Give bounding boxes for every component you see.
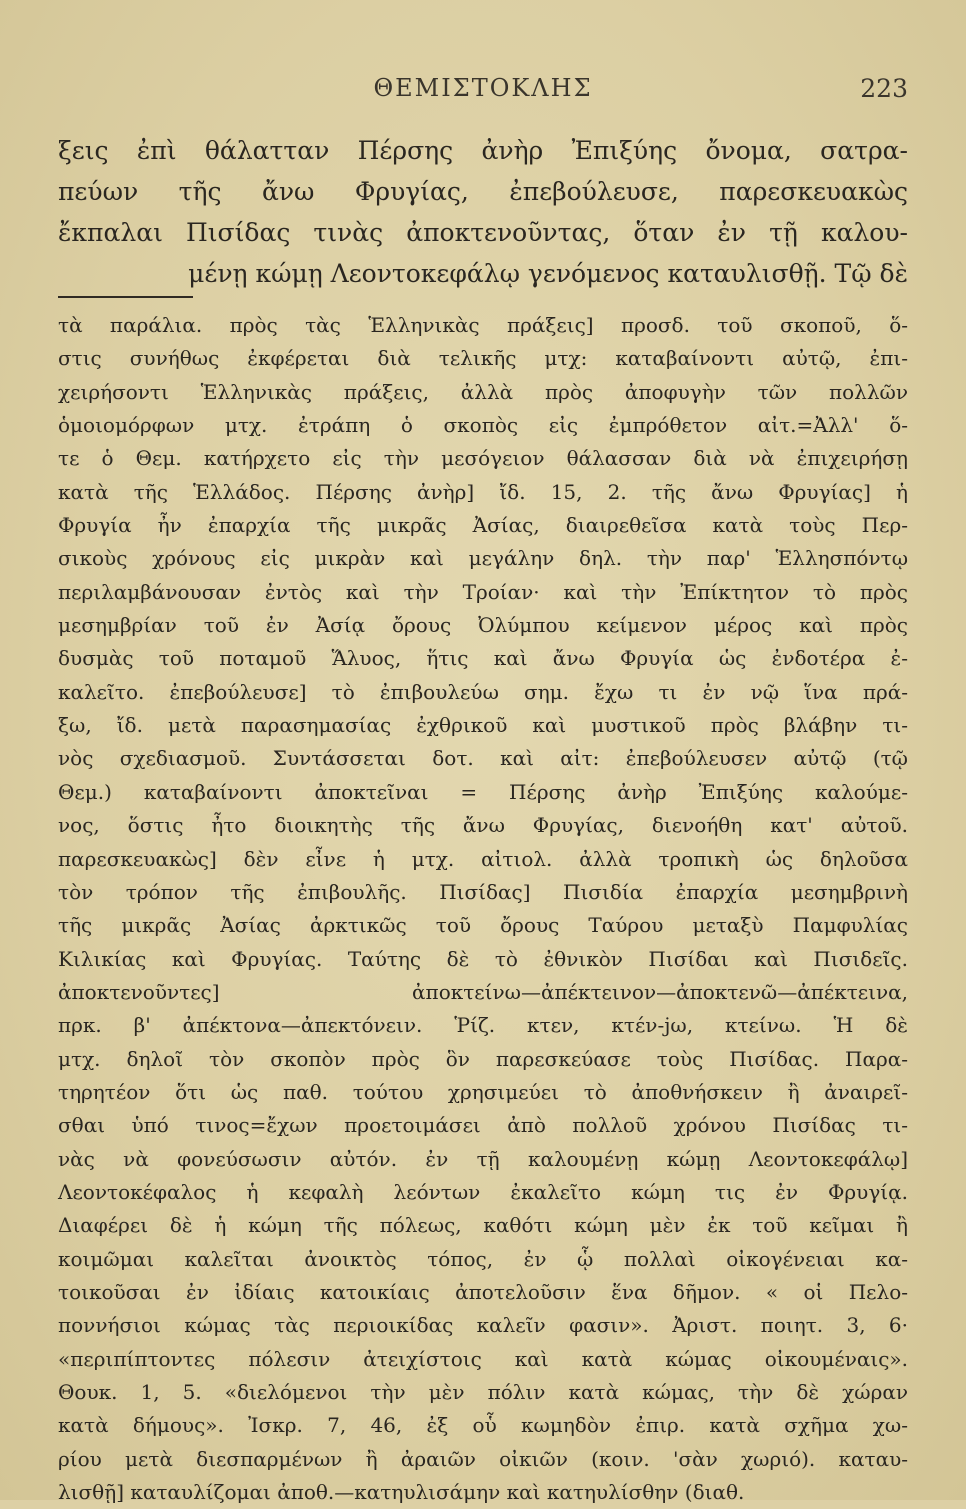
note-line: Θουκ. 1, 5. «διελόμενοι τὴν μὲν πόλιν κατὰ κώμας, τὴν δὲ χώραν [58,1380,908,1404]
note-line: δυσμὰς τοῦ ποταμοῦ Ἅλυος, ἥτις καὶ ἄνω Φρυγία ὡς ἐνδοτέρα ἐ- [58,646,908,671]
note-line: Φρυγία ἦν ἐπαρχία τῆς μικρᾶς Ἀσίας, διαιρεθεῖσα κατὰ τοὺς Περ- [58,513,908,538]
note-line: πρκ. β' ἀπέκτονα—ἀπεκτόνειν. Ῥίζ. κτεν, κτέν-jω, κτείνω. Ἡ δὲ [58,1013,908,1038]
page-number: 223 [860,74,908,103]
note-line: Διαφέρει δὲ ἡ κώμη τῆς πόλεως, καθότι κώμη μὲν ἐκ τοῦ κεῖμαι ἢ [58,1213,908,1238]
note-line: χειρήσοντι Ἑλληνικὰς πράξεις, ἀλλὰ πρὸς ἀποφυγὴν τῶν πολλῶν [58,379,908,404]
note-line: «περιπίπτοντες πόλεσιν ἀτειχίστοις καὶ κατὰ κώμας οἰκουμέναις». [58,1346,908,1371]
note-line: λισθῇ] καταυλίζομαι ἀποθ.—κατηυλισάμην καὶ κατηυλίσθην (διαθ. [58,1480,745,1505]
note-line: τὸν τρόπον τῆς ἐπιβουλῆς. Πισίδας] Πισιδία ἐπαρχία μεσημβρινὴ [58,879,908,904]
note-line: σθαι ὑπό τινος=ἔχων προετοιμάσει ἀπὸ πολλοῦ χρόνου Πισίδας τι- [58,1113,908,1138]
note-line: Θεμ.) καταβαίνοντι ἀποκτεῖναι = Πέρσης ἀνὴρ Ἐπιξύης καλούμε- [58,779,908,804]
note-line: νος, ὅστις ἦτο διοικητὴς τῆς ἄνω Φρυγίας, διενοήθη κατ' αὐτοῦ. [58,813,908,838]
running-title: ΘΕΜΙΣΤΟΚΛΗΣ [373,74,593,102]
note-line: στις συνήθως ἐκφέρεται διὰ τελικῆς μτχ: καταβαίνοντι αὐτῷ, ἐπι- [58,346,908,371]
main-text-line: ξεις ἐπὶ θάλατταν Πέρσης ἀνὴρ Ἐπιξύης ὄνομα, σατρα- [58,136,908,165]
note-line: τηρητέον ὅτι ὡς παθ. τούτου χρησιμεύει τὸ ἀποθνήσκειν ἢ ἀναιρεῖ- [58,1079,908,1104]
note-line: περιλαμβάνουσαν ἐντὸς καὶ τὴν Τροίαν· καὶ τὴν Ἐπίκτητον τὸ πρὸς [58,579,908,604]
note-line: τῆς μικρᾶς Ἀσίας ἀρκτικῶς τοῦ ὄρους Ταύρου μεταξὺ Παμφυλίας [58,913,908,938]
note-line: κατὰ δήμους». Ἰσκρ. 7, 46, ἐξ οὗ κωμηδὸν ἐπιρ. κατὰ σχῆμα χω- [58,1413,908,1438]
note-line: μτχ. δηλοῖ τὸν σκοπὸν πρὸς ὃν παρεσκεύασε τοὺς Πισίδας. Παρα- [58,1046,908,1071]
main-text-line: μένῃ κώμῃ Λεοντοκεφάλῳ γενόμενος καταυλισθῇ. Τῷ δὲ [188,259,908,288]
footnote-separator-rule [58,296,193,298]
main-text-line: πεύων τῆς ἄνω Φρυγίας, ἐπεβούλευσε, παρεσκευακὼς [58,177,908,206]
note-line: ξω, ἴδ. μετὰ παρασημασίας ἐχθρικοῦ καὶ μυστικοῦ πρὸς βλάβην τι- [58,713,908,738]
main-text-line: ἔκπαλαι Πισίδας τινὰς ἀποκτενοῦντας, ὅταν ἐν τῇ καλου- [58,218,908,247]
note-line: νὸς σχεδιασμοῦ. Συντάσσεται δοτ. καὶ αἰτ: ἐπεβούλευσεν αὐτῷ (τῷ [58,746,908,771]
note-line: ἀποκτενοῦντες] ἀποκτείνω—ἀπέκτεινον—ἀποκτενῶ—ἀπέκτεινα, [58,979,908,1004]
note-line: κατὰ τῆς Ἑλλάδος. Πέρσης ἀνὴρ] ἴδ. 15, 2. τῆς ἄνω Φρυγίας] ἡ [58,479,908,504]
note-line: Κιλικίας καὶ Φρυγίας. Ταύτης δὲ τὸ ἐθνικὸν Πισίδαι καὶ Πισιδεῖς. [58,946,908,971]
note-line: ὁμοιομόρφων μτχ. ἐτράπη ὁ σκοπὸς εἰς ἐμπρόθετον αἰτ.=Ἀλλ' ὅ- [58,413,908,438]
note-line: σικοὺς χρόνους εἰς μικρὰν καὶ μεγάλην δηλ. τὴν παρ' Ἑλλησπόντῳ [58,546,908,571]
note-line: μεσημβρίαν τοῦ ἐν Ἀσίᾳ ὄρους Ὀλύμπου κείμενον μέρος καὶ πρὸς [58,613,908,638]
note-line: τοικοῦσαι ἐν ἰδίαις κατοικίαις ἀποτελοῦσιν ἕνα δῆμον. « οἱ Πελο- [58,1279,908,1304]
note-line: παρεσκευακὼς] δὲν εἶνε ἡ μτχ. αἰτιολ. ἀλλὰ τροπικὴ ὡς δηλοῦσα [58,846,908,871]
commentary-notes [58,309,908,1509]
note-line: καλεῖτο. ἐπεβούλευσε] τὸ ἐπιβουλεύω σημ. ἔχω τι ἐν νῷ ἵνα πρά- [58,679,908,704]
main-text [58,130,908,294]
page-header [58,74,908,110]
note-line: ρίου μετὰ διεσπαρμένων ἢ ἀραιῶν οἰκιῶν (κοιν. 'σὰν χωριό). καταυ- [58,1446,908,1471]
note-line: τε ὁ Θεμ. κατήρχετο εἰς τὴν μεσόγειον θάλασσαν διὰ νὰ ἐπιχειρήσῃ [58,446,908,471]
note-line: κοιμῶμαι καλεῖται ἀνοικτὸς τόπος, ἐν ᾧ πολλαὶ οἰκογένειαι κα- [58,1246,908,1271]
note-line: νὰς νὰ φονεύσωσιν αὐτόν. ἐν τῇ καλουμένῃ κώμῃ Λεοντοκεφάλῳ] [58,1146,908,1171]
note-line: τὰ παράλια. πρὸς τὰς Ἑλληνικὰς πράξεις] προσδ. τοῦ σκοποῦ, ὅ- [58,313,908,337]
note-line: ποννήσιοι κώμας τὰς περιοικίδας καλεῖν φασιν». Ἀριστ. ποιητ. 3, 6· [58,1313,908,1338]
note-line: Λεοντοκέφαλος ἡ κεφαλὴ λεόντων ἐκαλεῖτο κώμη τις ἐν Φρυγίᾳ. [58,1179,908,1204]
